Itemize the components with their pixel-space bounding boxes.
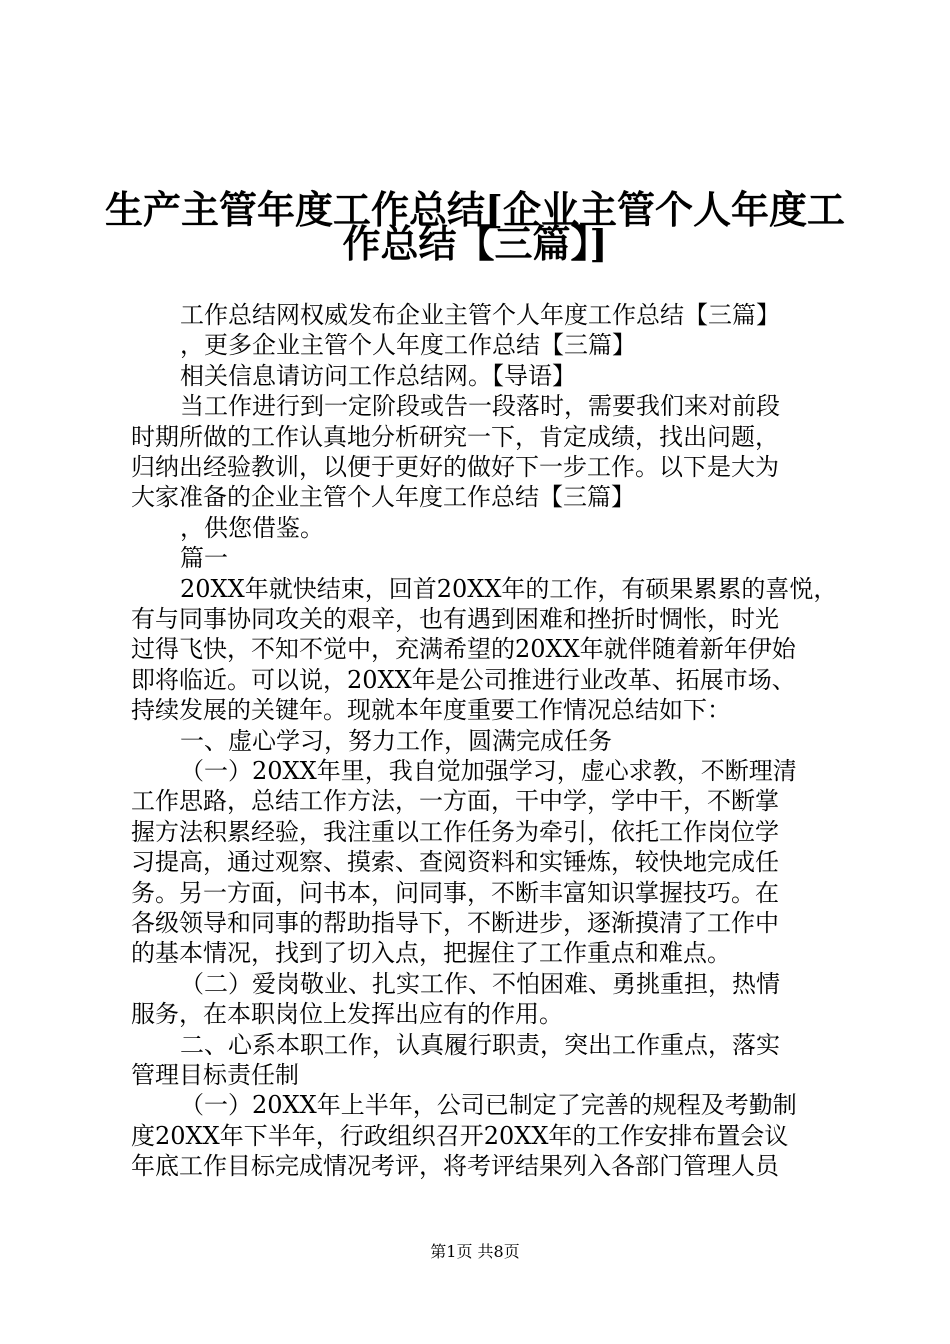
body-line: 二、心系本职工作，认真履行职责，突出工作重点，落实 bbox=[180, 1030, 780, 1059]
body-line: （二）爱岗敬业、扎实工作、不怕困难、勇挑重担，热情 bbox=[180, 969, 780, 998]
body-line: 各级领导和同事的帮助指导下，不断进步，逐渐摸清了工作中 bbox=[131, 909, 779, 937]
body-line: 大家准备的企业主管个人年度工作总结【三篇】 bbox=[131, 483, 635, 512]
document-title-line-1: 生产主管年度工作总结[企业主管个人年度工 bbox=[105, 187, 845, 232]
body-line: 工作总结网权威发布企业主管个人年度工作总结【三篇】 bbox=[180, 301, 780, 329]
body-line: 有与同事协同攻关的艰辛，也有遇到困难和挫折时惆怅，时光 bbox=[131, 605, 779, 633]
body-line: 习提高，通过观察、摸索、查阅资料和实锤炼，较快地完成任 bbox=[131, 848, 779, 877]
body-line: （一）20XX年里，我自觉加强学习，虚心求教，不断理清 bbox=[180, 757, 797, 785]
body-line: 工作思路，总结工作方法，一方面，干中学，学中干，不断掌 bbox=[131, 787, 779, 816]
document-title-line-2: 作总结【三篇】] bbox=[342, 221, 608, 266]
body-line: 服务，在本职岗位上发挥出应有的作用。 bbox=[131, 1000, 563, 1029]
body-line: 管理目标责任制 bbox=[131, 1061, 299, 1089]
body-line: 归纳出经验教训，以便于更好的做好下一步工作。以下是大为 bbox=[131, 453, 779, 481]
body-line: 握方法积累经验，我注重以工作任务为牵引，依托工作岗位学 bbox=[131, 817, 779, 846]
body-line: 持续发展的关键年。现就本年度重要工作情况总结如下： bbox=[131, 696, 731, 725]
body-line: 当工作进行到一定阶段或告一段落时，需要我们来对前段 bbox=[180, 392, 780, 421]
body-line: ，供您借鉴。 bbox=[180, 513, 324, 542]
body-line: 篇一 bbox=[180, 544, 228, 573]
body-line: 即将临近。可以说，20XX年是公司推进行业改革、拓展市场、 bbox=[131, 665, 796, 694]
body-line: 务。另一方面，问书本，问同事，不断丰富知识掌握技巧。在 bbox=[131, 878, 779, 907]
body-line: ，更多企业主管个人年度工作总结【三篇】 bbox=[180, 331, 636, 360]
page-footer: 第1页 共8页 bbox=[430, 1242, 520, 1261]
body-line: 一、虚心学习，努力工作，圆满完成任务 bbox=[180, 726, 612, 755]
body-line: 度20XX年下半年，行政组织召开20XX年的工作安排布置会议 bbox=[131, 1121, 789, 1150]
body-line: 年底工作目标完成情况考评，将考评结果列入各部门管理人员 bbox=[131, 1152, 779, 1181]
body-line: 时期所做的工作认真地分析研究一下，肯定成绩，找出问题， bbox=[131, 422, 779, 451]
body-line: 过得飞快，不知不觉中，充满希望的20XX年就伴随着新年伊始 bbox=[131, 635, 796, 664]
body-line: （一）20XX年上半年，公司已制定了完善的规程及考勤制 bbox=[180, 1091, 797, 1120]
body-line: 20XX年就快结束，回首20XX年的工作，有硕果累累的喜悦， bbox=[180, 574, 838, 603]
body-line: 相关信息请访问工作总结网。【导语】 bbox=[180, 361, 576, 390]
body-line: 的基本情况，找到了切入点，把握住了工作重点和难点。 bbox=[131, 939, 731, 968]
